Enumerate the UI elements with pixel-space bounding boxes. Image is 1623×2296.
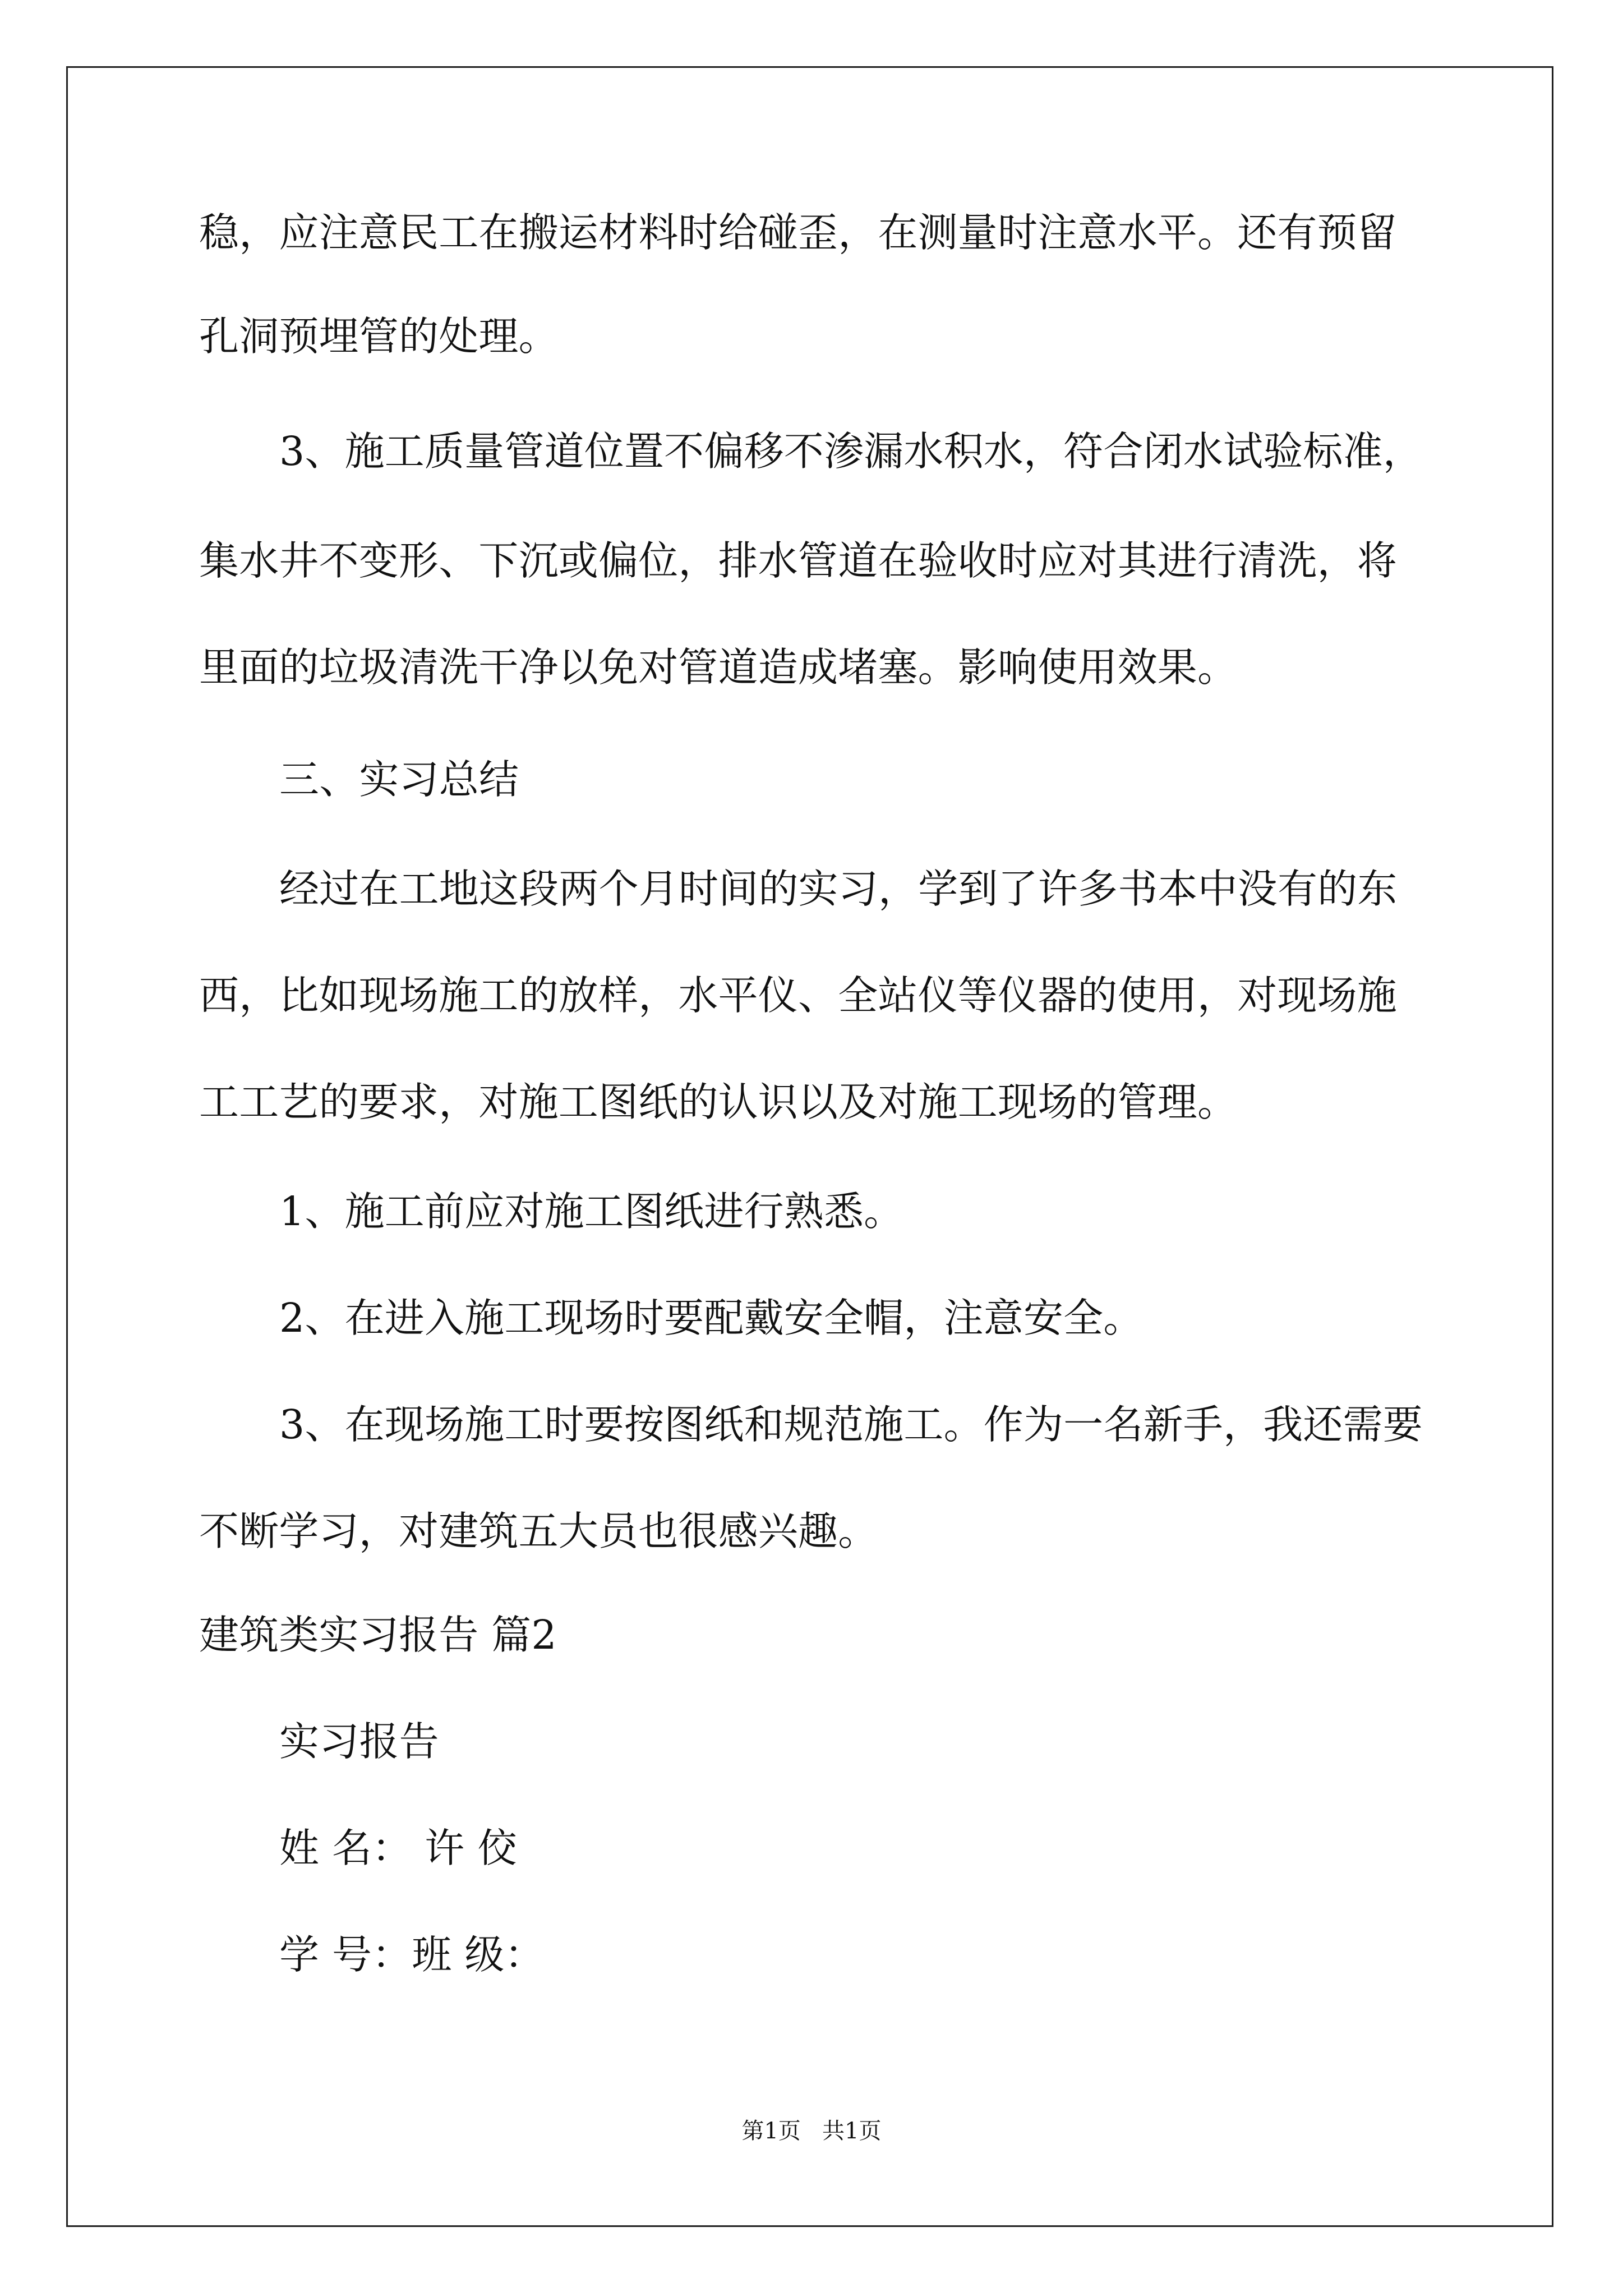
body-text-line: 工工艺的要求，对施工图纸的认识以及对施工现场的管理。 <box>199 1079 1238 1125</box>
list-item: 3、在现场施工时要按图纸和规范施工。作为一名新手，我还需要 <box>279 1401 1423 1448</box>
page-border <box>66 66 1553 2227</box>
body-text-line: 孔洞预埋管的处理。 <box>199 313 559 360</box>
body-text-line: 3、施工质量管道位置不偏移不渗漏水积水，符合闭水试验标准， <box>279 428 1423 475</box>
report-title: 实习报告 <box>279 1718 439 1765</box>
article-title: 建筑类实习报告 篇2 <box>199 1612 557 1658</box>
page-footer: 第1页 共1页 <box>741 2118 882 2144</box>
student-id-class-field: 学 号：班 级： <box>279 1931 545 1978</box>
body-text-line: 里面的垃圾清洗干净以免对管道造成堵塞。影响使用效果。 <box>199 644 1238 691</box>
list-item: 2、在进入施工现场时要配戴安全帽，注意安全。 <box>279 1295 1144 1341</box>
name-field: 姓 名： 许 佼 <box>279 1825 518 1871</box>
list-item: 1、施工前应对施工图纸进行熟悉。 <box>279 1188 904 1235</box>
body-text-line: 集水井不变形、下沉或偏位，排水管道在验收时应对其进行清洗，将 <box>199 537 1398 584</box>
body-text-line: 西，比如现场施工的放样，水平仪、全站仪等仪器的使用，对现场施 <box>199 972 1398 1019</box>
body-text-line: 不断学习，对建筑五大员也很感兴趣。 <box>199 1508 878 1554</box>
body-text-line: 稳，应注意民工在搬运材料时给碰歪，在测量时注意水平。还有预留 <box>199 209 1398 256</box>
body-text-line: 经过在工地这段两个月时间的实习，学到了许多书本中没有的东 <box>279 866 1398 912</box>
section-heading: 三、实习总结 <box>279 756 519 803</box>
